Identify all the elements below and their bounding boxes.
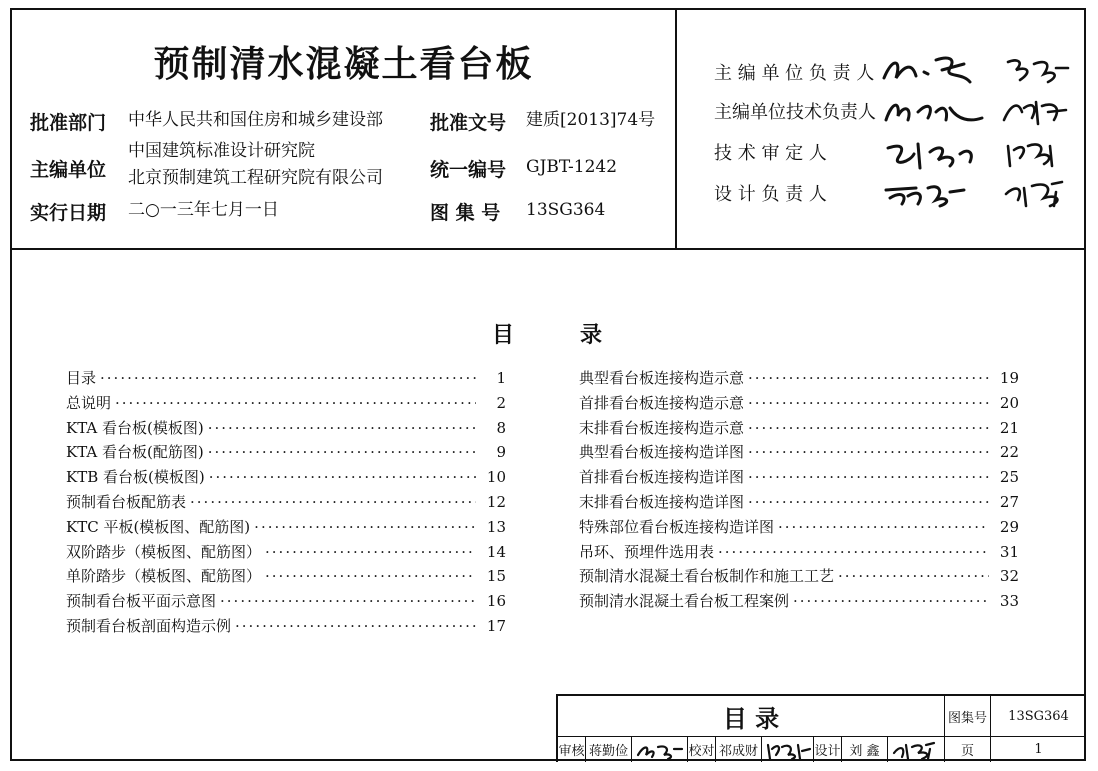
toc-entry-name: 典型看台板连接构造详图 — [579, 443, 745, 462]
toc-entry-page: 29 — [999, 517, 1019, 536]
toc-entry[interactable] — [579, 541, 1019, 566]
drawing-sheet — [10, 8, 1086, 761]
toc-entry[interactable] — [66, 541, 506, 566]
toc-entry-page: 20 — [999, 393, 1019, 412]
toc-entry-name: KTA 看台板(模板图) — [66, 418, 204, 437]
toc-entry-name: 预制清水混凝土看台板工程案例 — [579, 592, 790, 611]
toc-entry-page: 32 — [999, 567, 1019, 586]
toc-entry-name: 预制看台板配筋表 — [66, 492, 187, 511]
toc-entry[interactable] — [579, 441, 1019, 466]
design-signature — [888, 737, 944, 762]
toc-entry-page: 15 — [486, 567, 506, 586]
approval-dept: 中华人民共和国住房和城乡建设部 — [128, 110, 383, 130]
toc-entry[interactable] — [579, 417, 1019, 442]
toc-entry-page: 19 — [999, 369, 1019, 387]
toc-entry-page: 9 — [496, 443, 506, 462]
toc-leader-dots — [748, 394, 989, 412]
toc-entry-page: 12 — [486, 492, 506, 511]
toc-leader-dots — [718, 543, 989, 561]
toc-leader-dots — [190, 493, 476, 511]
toc-left-column — [66, 367, 506, 640]
cover-header — [12, 10, 1086, 250]
toc-leader-dots — [235, 617, 476, 635]
toc-entry-name: KTC 平板(模板图、配筋图) — [66, 517, 251, 536]
toc-entry-name: 预制看台板平面示意图 — [66, 592, 217, 611]
check-signature-mark — [764, 739, 812, 761]
toc-leader-dots — [254, 518, 476, 536]
signature-chief-tech-head — [878, 90, 1078, 132]
toc-entry[interactable] — [579, 392, 1019, 417]
unified-no-label: 统一编号 — [430, 159, 507, 181]
toc-leader-dots — [793, 592, 989, 610]
toc-entry-name: 吊环、预埋件选用表 — [579, 542, 715, 561]
toc-entry-page: 25 — [999, 468, 1019, 487]
review-signature-mark — [634, 739, 686, 761]
toc-leader-dots — [208, 443, 476, 461]
signature-design-head — [878, 172, 1078, 214]
toc-entry-name: 目录 — [66, 369, 97, 387]
toc-leader-dots — [748, 468, 989, 486]
toc-entry[interactable] — [66, 441, 506, 466]
check-name: 祁成财 — [716, 737, 762, 762]
review-name: 蒋勤俭 — [586, 737, 632, 762]
toc-entry-page: 16 — [486, 592, 506, 611]
toc-entry-name: 双阶踏步（模板图、配筋图） — [66, 542, 262, 561]
toc-leader-dots — [100, 369, 476, 387]
atlas-no-label: 图 集 号 — [430, 202, 501, 224]
review-signature — [632, 737, 688, 762]
toc-entry-name: KTB 看台板(模板图) — [66, 468, 205, 487]
atlas-title: 预制清水混凝土看台板 — [153, 44, 534, 85]
design-label: 设计 — [814, 737, 842, 762]
toc-entry-name: 总说明 — [66, 393, 112, 412]
review-label: 审核 — [558, 737, 586, 762]
toc-entry-name: 预制看台板剖面构造示例 — [66, 616, 232, 635]
editor-unit-1: 中国建筑标准设计研究院 — [128, 141, 315, 161]
toc-entry-name: 特殊部位看台板连接构造详图 — [579, 517, 775, 536]
toc-entry[interactable] — [66, 392, 506, 417]
toc-entry[interactable] — [66, 590, 506, 615]
toc-entry-page: 10 — [486, 468, 506, 487]
toc-leader-dots — [209, 468, 476, 486]
toc-entry[interactable] — [66, 367, 506, 392]
title-block — [556, 694, 1086, 762]
toc-entry-page: 13 — [486, 517, 506, 536]
toc-entry-name: 末排看台板连接构造详图 — [579, 492, 745, 511]
toc-title-part-2: 录 — [580, 323, 603, 348]
toc-entry-page: 33 — [999, 592, 1019, 611]
toc-entry[interactable] — [66, 466, 506, 491]
toc-leader-dots — [838, 567, 989, 585]
toc-entry-page: 21 — [999, 418, 1019, 437]
publication-info — [12, 10, 677, 248]
approval-doc: 建质[2013]74号 — [526, 110, 656, 130]
editor-label: 主编单位 — [30, 159, 107, 181]
toc-entry[interactable] — [579, 516, 1019, 541]
toc-entry-page: 22 — [999, 443, 1019, 462]
toc-leader-dots — [748, 443, 989, 461]
check-label: 校对 — [688, 737, 716, 762]
date-label: 实行日期 — [30, 202, 107, 224]
role-chief-unit-head: 主 编 单 位 负 责 人 — [714, 63, 875, 84]
sheet-title: 目 录 — [722, 704, 780, 733]
toc-entry-name: KTA 看台板(配筋图) — [66, 443, 204, 462]
toc-title-part-1: 目 — [492, 323, 515, 348]
page-label: 页 — [960, 744, 974, 759]
toc-leader-dots — [115, 394, 476, 412]
role-chief-tech-head: 主编单位技术负责人 — [714, 102, 876, 123]
role-design-head: 设 计 负 责 人 — [714, 184, 827, 205]
toc-leader-dots — [748, 419, 989, 437]
editor-unit-2: 北京预制建筑工程研究院有限公司 — [128, 168, 383, 188]
toc-leader-dots — [748, 369, 989, 387]
design-name: 刘 鑫 — [842, 737, 888, 762]
toc-entry-name: 首排看台板连接构造详图 — [579, 468, 745, 487]
toc-entry[interactable] — [66, 565, 506, 590]
toc-entry-page: 14 — [486, 542, 506, 561]
toc-entry[interactable] — [579, 466, 1019, 491]
signature-tech-reviewer — [878, 132, 1078, 174]
toc-leader-dots — [208, 419, 476, 437]
toc-leader-dots — [220, 592, 476, 610]
toc-entry-page: 17 — [486, 616, 506, 635]
approval-doc-label: 批准文号 — [430, 112, 507, 134]
toc-entry[interactable] — [66, 491, 506, 516]
implementation-date: 二○一三年七月一日 — [128, 200, 279, 220]
atlas-no-label: 图集号 — [947, 710, 987, 726]
toc-entry-page: 27 — [999, 492, 1019, 511]
toc-right-column — [579, 367, 1019, 615]
toc-entry[interactable] — [579, 565, 1019, 590]
toc-entry-page: 2 — [496, 393, 506, 412]
toc-entry-name: 典型看台板连接构造示意 — [579, 369, 745, 387]
signature-chief-unit-head — [878, 48, 1078, 90]
atlas-no: 13SG364 — [526, 200, 606, 220]
check-signature — [762, 737, 814, 762]
toc-entry-name: 预制清水混凝土看台板制作和施工工艺 — [579, 567, 835, 586]
toc-entry[interactable] — [66, 615, 506, 640]
unified-no: GJBT-1242 — [526, 157, 618, 177]
toc-entry[interactable] — [66, 417, 506, 442]
toc-leader-dots — [748, 493, 989, 511]
toc-entry[interactable] — [579, 590, 1019, 615]
toc-leader-dots — [265, 567, 476, 585]
toc-entry-name: 单阶踏步（模板图、配筋图） — [66, 567, 262, 586]
toc-leader-dots — [778, 518, 989, 536]
toc-entry-name: 末排看台板连接构造示意 — [579, 418, 745, 437]
design-signature-mark — [890, 739, 942, 761]
role-tech-reviewer: 技 术 审 定 人 — [714, 143, 827, 164]
toc-entry[interactable] — [66, 516, 506, 541]
toc-leader-dots — [265, 543, 476, 561]
toc-entry-name: 首排看台板连接构造示意 — [579, 393, 745, 412]
atlas-no: 13SG364 — [1008, 708, 1069, 724]
toc-entry[interactable] — [579, 367, 1019, 392]
toc-entry-page: 8 — [496, 418, 506, 437]
approval-dept-label: 批准部门 — [30, 112, 107, 134]
toc-entry-page: 31 — [999, 542, 1019, 561]
page-number: 1 — [1034, 742, 1043, 757]
toc-entry-page: 1 — [496, 369, 506, 387]
toc-entry[interactable] — [579, 491, 1019, 516]
